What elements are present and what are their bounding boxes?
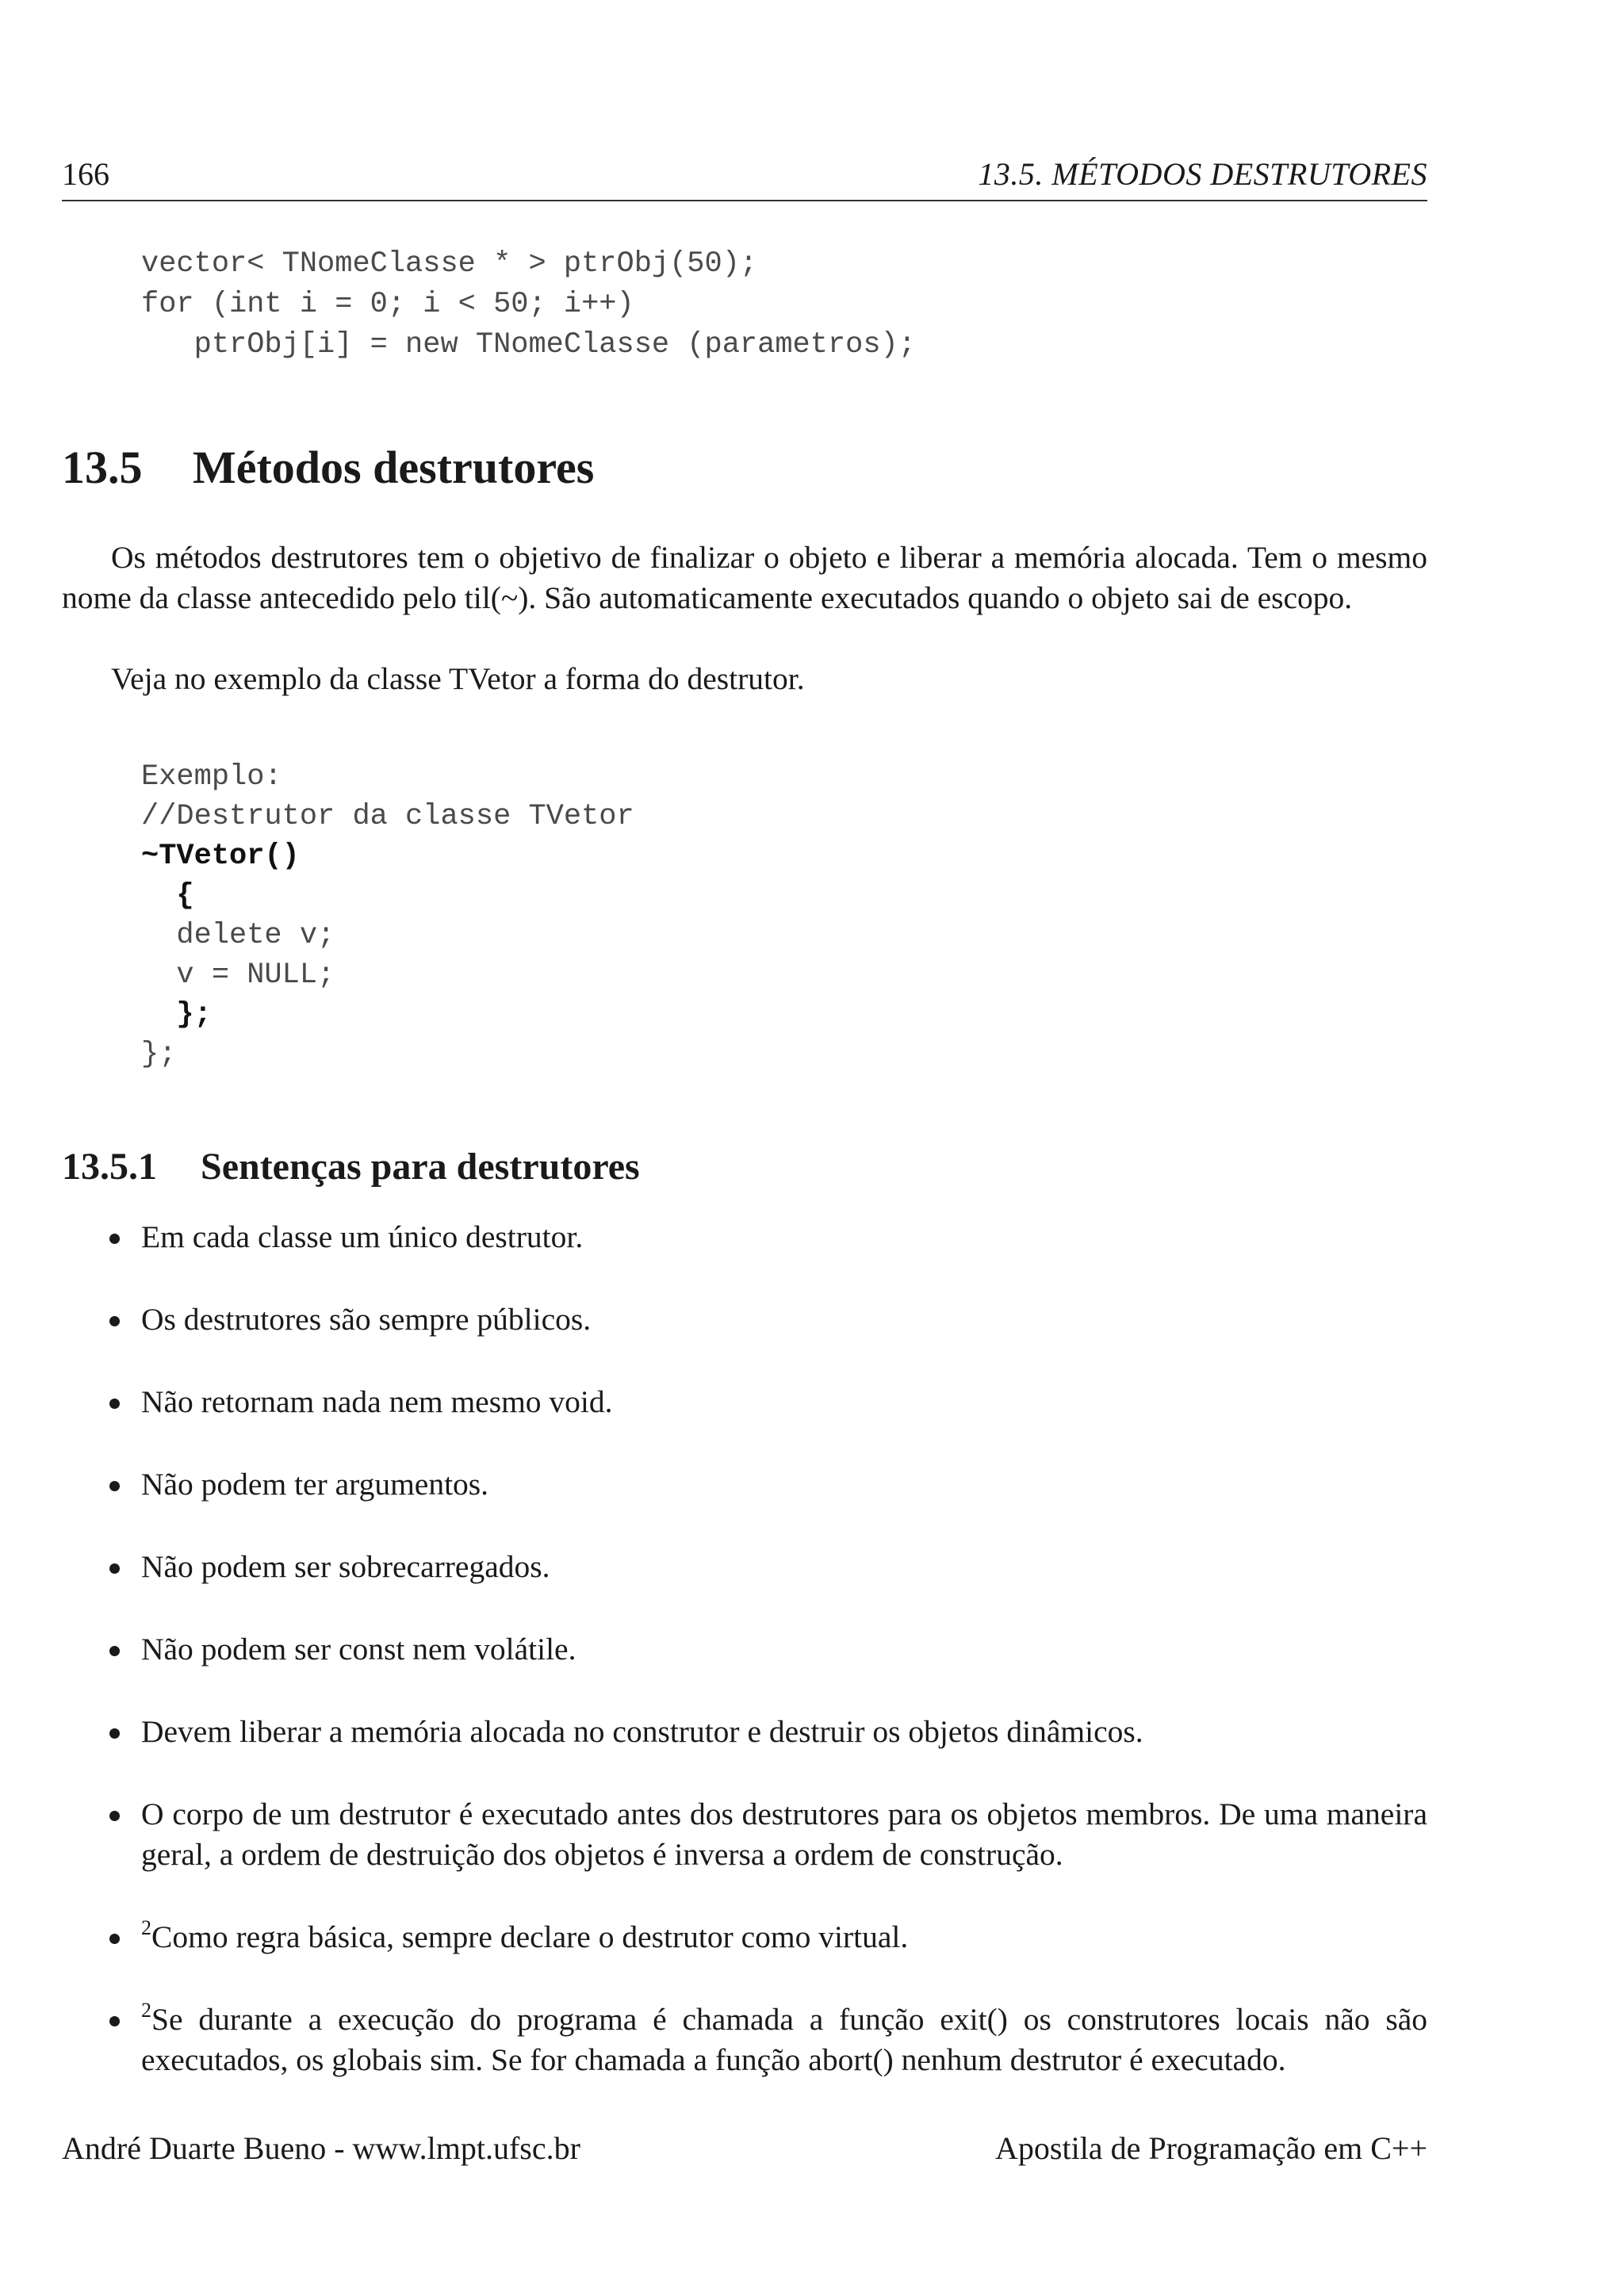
bullet-icon — [109, 1934, 120, 1944]
bullet-icon — [109, 2016, 120, 2026]
bullet-icon — [109, 1316, 120, 1326]
section-title: Métodos destrutores — [193, 442, 595, 493]
bullet-list — [62, 1217, 1427, 2122]
bullet-icon — [109, 1399, 120, 1409]
list-item — [62, 1382, 1427, 1422]
bullet-icon — [109, 1728, 120, 1739]
code-line: Exemplo: — [141, 760, 282, 794]
list-item-text: Não podem ter argumentos. — [141, 1467, 489, 1502]
code-line: vector< TNomeClasse * > ptrObj(50); — [141, 247, 758, 281]
list-item-text: Não podem ser sobrecarregados. — [141, 1549, 550, 1584]
list-item-text: Em cada classe um único destrutor. — [141, 1219, 584, 1254]
code-line: v = NULL; — [141, 959, 335, 992]
list-item-text: Os destrutores são sempre públicos. — [141, 1302, 592, 1337]
code-line: delete v; — [141, 919, 335, 952]
list-item — [62, 1464, 1427, 1505]
list-item-text: O corpo de um destrutor é executado antes dos destrutores para os objetos membros. De uma maneira geral, a ordem de destruição dos objetos é inversa a ordem de construção. — [141, 1797, 1427, 1872]
code-block-example — [141, 757, 634, 1074]
code-line-bold: { — [141, 879, 194, 913]
list-item-text: Não retornam nada nem mesmo void. — [141, 1384, 613, 1419]
list-item — [62, 1547, 1427, 1587]
section-paragraph: Os métodos destrutores tem o objetivo de finalizar o objeto e liberar a memória alocada. Tem o mesmo nome da classe antecedido pelo til(~). São automaticamente executados quando o objeto sai de escopo. — [62, 540, 1427, 615]
bullet-icon — [109, 1646, 120, 1656]
footnote-mark: 2 — [141, 1999, 151, 2022]
footnote-mark: 2 — [141, 1916, 151, 1939]
list-item — [62, 1217, 1427, 1257]
list-item-text: Não podem ser const nem volátile. — [141, 1632, 576, 1667]
footer-book-title: Apostila de Programação em C++ — [995, 2130, 1427, 2166]
list-item — [62, 1794, 1427, 1875]
list-item-text: Se durante a execução do programa é chamada a função exit() os construtores locais não são executados, os globais sim. Se for chamada a função abort() nenhum destrutor é executado. — [141, 2002, 1427, 2077]
bullet-icon — [109, 1563, 120, 1574]
code-line: }; — [141, 1038, 177, 1071]
code-line: ptrObj[i] = new TNomeClasse (parametros); — [141, 328, 916, 362]
code-line-bold: ~TVetor() — [141, 840, 300, 873]
section-paragraph: Veja no exemplo da classe TVetor a forma do destrutor. — [111, 661, 805, 696]
list-item — [62, 1712, 1427, 1752]
code-line-bold: }; — [141, 998, 212, 1031]
page-number: 166 — [62, 156, 109, 192]
list-item-text: Como regra básica, sempre declare o destrutor como virtual. — [151, 1919, 909, 1954]
page-footer — [62, 2126, 1427, 2171]
bullet-icon — [109, 1481, 120, 1491]
list-item — [62, 1299, 1427, 1340]
code-line: for (int i = 0; i < 50; i++) — [141, 288, 634, 321]
list-item — [62, 1917, 1427, 1957]
code-comment: //Destrutor da classe TVetor — [141, 800, 634, 833]
running-title: 13.5. MÉTODOS DESTRUTORES — [978, 156, 1427, 192]
subsection-number: 13.5.1 — [62, 1146, 157, 1188]
list-item — [62, 1629, 1427, 1670]
code-block-vector — [141, 244, 916, 365]
subsection-heading — [62, 1142, 640, 1192]
section-heading — [62, 436, 594, 499]
running-header — [62, 152, 1427, 201]
list-item — [62, 1999, 1427, 2080]
list-item-text: Devem liberar a memória alocada no construtor e destruir os objetos dinâmicos. — [141, 1714, 1143, 1749]
section-number: 13.5 — [62, 442, 143, 493]
footer-author: André Duarte Bueno - www.lmpt.ufsc.br — [62, 2130, 580, 2166]
document-page — [62, 0, 1427, 2296]
subsection-title: Sentenças para destrutores — [201, 1146, 640, 1188]
bullet-icon — [109, 1811, 120, 1821]
bullet-icon — [109, 1234, 120, 1244]
